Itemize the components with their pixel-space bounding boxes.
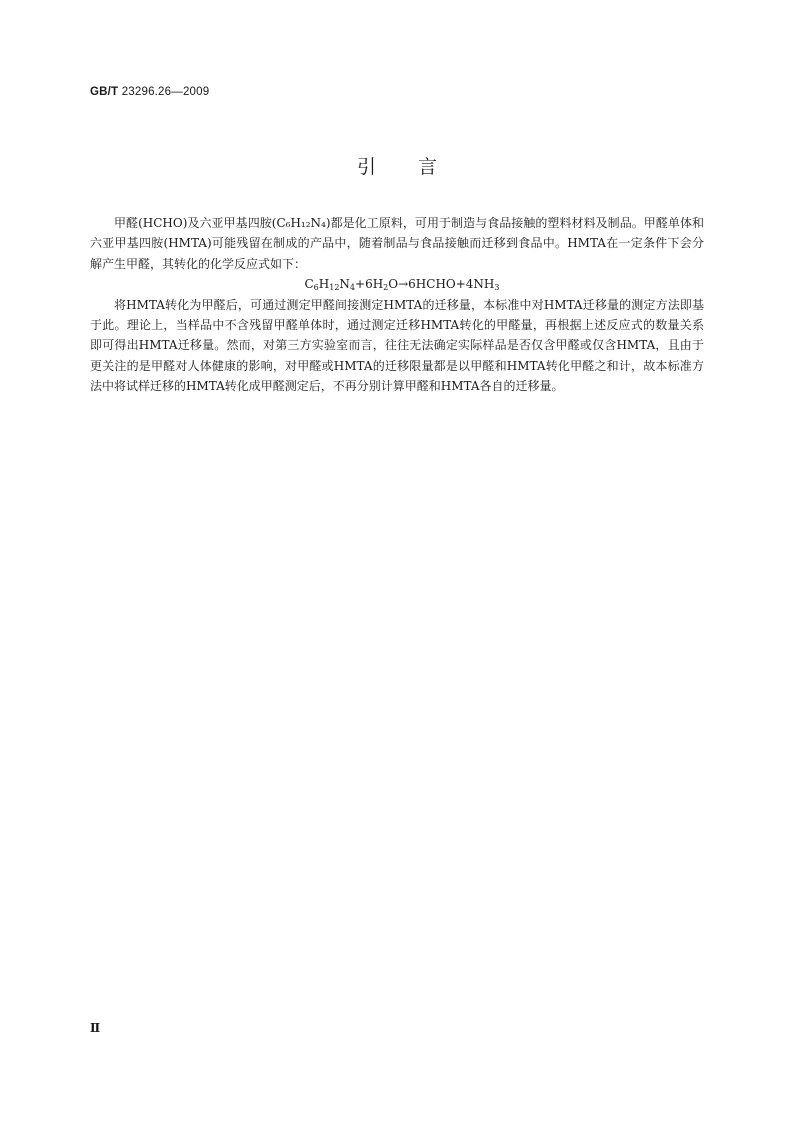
chemical-equation (90, 274, 704, 294)
introduction-body (90, 213, 704, 397)
page-number: Ⅱ (90, 1021, 101, 1035)
standard-number: 23296.26—2009 (121, 86, 210, 98)
formula-c-subscript: 6 (313, 283, 319, 293)
paragraph-1: 甲醛(HCHO)及六亚甲基四胺(C₆H₁₂N₄)都是化工原料，可用于制造与食品接触的塑料材料及制品。甲醛单体和六亚甲基四胺(HMTA)可能残留在制成的产品中，随着制品与食品接触而迁移到食品中。HMTA在一定条件下会分解产生甲醛，其转化的化学反应式如下： (90, 216, 704, 271)
formula-products: O→6HCHO+4NH (388, 277, 495, 292)
formula-h: H (318, 277, 330, 292)
formula-n: N (339, 277, 350, 292)
formula-c: C (304, 277, 314, 292)
page-title: 引言 (356, 156, 479, 178)
paragraph-2: 将HMTA转化为甲醛后，可通过测定甲醛间接测定HMTA的迁移量，本标准中对HMTA迁移量的测定方法即基于此。理论上，当样品中不含残留甲醛单体时，通过测定迁移HMTA转化的甲醛量，再根据上述反应式的数量关系即可得出HMTA迁移量。然而，对第三方实验室而言，往往无法确定实际样品是否仅含甲醛或仅含HMTA，且由于更关注的是甲醛对人体健康的影响，对甲醛或HMTA的迁移限量都是以甲醛和HMTA转化甲醛之和计，故本标准方法中将试样迁移的HMTA转化成甲醛测定后，不再分别计算甲醛和HMTA各自的迁移量。 (90, 297, 704, 394)
formula-water-subscript: 2 (383, 283, 389, 293)
formula-n-subscript: 4 (349, 283, 356, 293)
formula-water: +6H (355, 277, 384, 292)
standard-code (90, 86, 209, 98)
formula-h-subscript: 12 (329, 283, 340, 293)
formula-ammonia-subscript: 3 (494, 283, 500, 293)
standard-prefix: GB/T (90, 86, 119, 98)
